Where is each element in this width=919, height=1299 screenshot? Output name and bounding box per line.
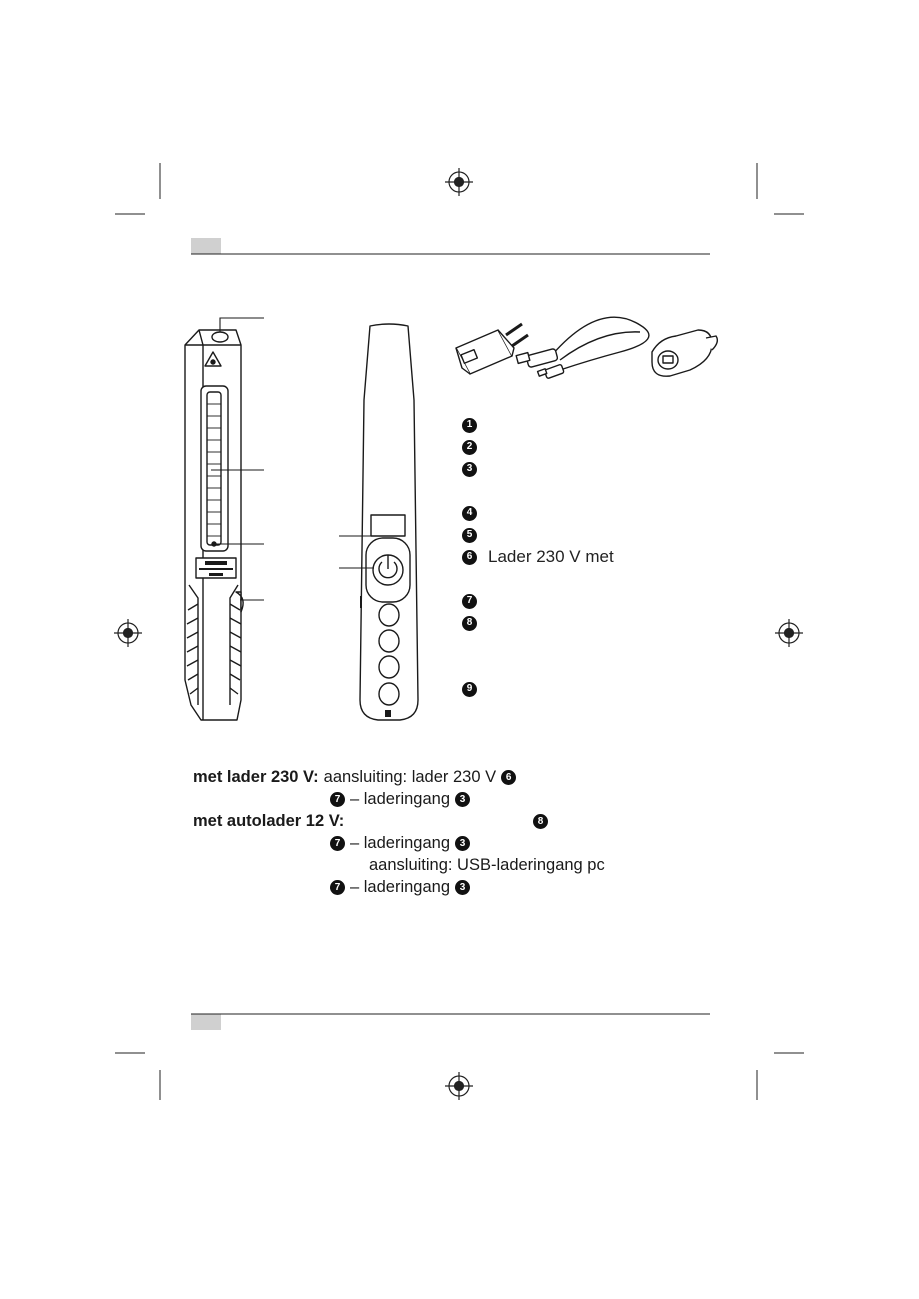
connection-line-pc xyxy=(369,855,605,876)
number-badge-9: 9 xyxy=(462,682,477,697)
legend-item-6 xyxy=(462,547,614,567)
legend-item-9 xyxy=(462,679,488,699)
lader-label: met lader 230 V: xyxy=(193,768,319,786)
legend-text-6: Lader 230 V met xyxy=(488,547,614,566)
legend-item-7 xyxy=(462,591,488,611)
connection-line-step-1 xyxy=(330,789,475,810)
number-badge-8: 8 xyxy=(462,616,477,631)
step-1-text: – laderingang xyxy=(350,790,450,808)
step-2-text: – laderingang xyxy=(350,834,450,852)
footer-tab-box xyxy=(191,1014,221,1030)
registration-mark-right xyxy=(775,619,803,647)
step-3-target-badge: 3 xyxy=(455,880,470,895)
connection-line-step-3 xyxy=(330,877,475,898)
step-3-text: – laderingang xyxy=(350,878,450,896)
legend-item-1 xyxy=(462,415,488,435)
flashlight-side-view xyxy=(185,330,243,720)
number-badge-1: 1 xyxy=(462,418,477,433)
step-3-ref-badge: 7 xyxy=(330,880,345,895)
legend-item-2 xyxy=(462,437,488,457)
legend-item-5 xyxy=(462,525,488,545)
pc-text: aansluiting: USB-laderingang pc xyxy=(369,856,605,874)
number-badge-2: 2 xyxy=(462,440,477,455)
step-2-target-badge: 3 xyxy=(455,836,470,851)
lader-ref-badge: 6 xyxy=(501,770,516,785)
number-badge-6: 6 xyxy=(462,550,477,565)
step-2-ref-badge: 7 xyxy=(330,836,345,851)
registration-mark-bottom xyxy=(445,1072,473,1100)
header-tab-box xyxy=(191,238,221,254)
lader-text: aansluiting: lader 230 V xyxy=(323,768,497,786)
step-1-target-badge: 3 xyxy=(455,792,470,807)
number-badge-3: 3 xyxy=(462,462,477,477)
legend-item-8 xyxy=(462,613,488,633)
number-badge-4: 4 xyxy=(462,506,477,521)
connection-line-lader xyxy=(193,767,521,788)
legend-item-4 xyxy=(462,503,488,523)
legend-item-3 xyxy=(462,459,488,479)
auto-label: met autolader 12 V: xyxy=(193,812,345,830)
number-badge-5: 5 xyxy=(462,528,477,543)
step-1-ref-badge: 7 xyxy=(330,792,345,807)
accessories-illustration xyxy=(456,317,717,379)
flashlight-back-view xyxy=(360,324,418,720)
number-badge-7: 7 xyxy=(462,594,477,609)
registration-mark-top xyxy=(445,168,473,196)
connection-line-auto xyxy=(193,811,349,832)
registration-mark-left xyxy=(114,619,142,647)
auto-ref-badge: 8 xyxy=(533,814,548,829)
connection-line-step-2 xyxy=(330,833,475,854)
